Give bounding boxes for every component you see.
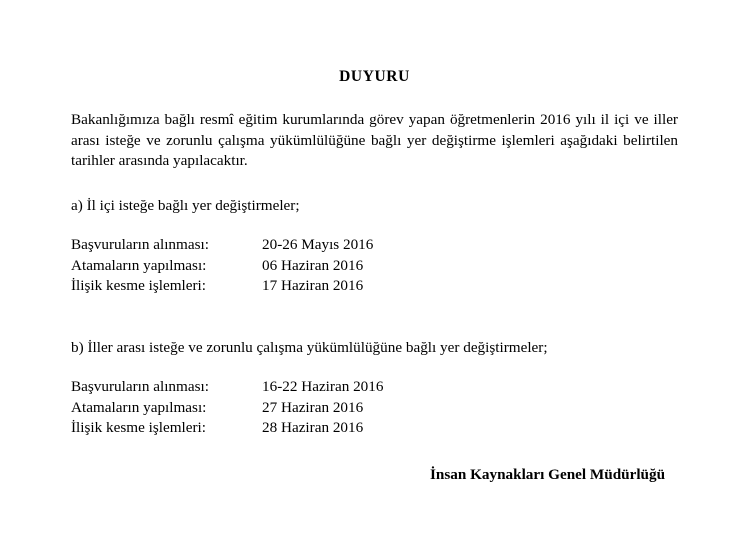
table-row xyxy=(71,377,472,398)
intro-paragraph: Bakanlığımıza bağlı resmî eğitim kurumlarında görev yapan öğretmenlerin 2016 yılı il içi ve iller arası isteğe ve zorunlu çalışma yükümlülüğüne bağlı yer değiştirme işlemleri aşağıdaki belirtilen tarihler arasında yapılacaktır. xyxy=(71,111,678,169)
row-label: Başvuruların alınması: xyxy=(71,236,209,253)
row-value: 16-22 Haziran 2016 xyxy=(262,378,384,395)
section-b-date-table xyxy=(71,377,472,439)
row-label: İlişik kesme işlemleri: xyxy=(71,277,206,294)
document-content xyxy=(71,0,678,485)
section-a-date-table xyxy=(71,235,472,297)
row-value: 27 Haziran 2016 xyxy=(262,398,364,416)
signature-block: İnsan Kaynakları Genel Müdürlüğü xyxy=(430,465,666,483)
table-row xyxy=(71,418,472,439)
row-value: 20-26 Mayıs 2016 xyxy=(262,236,374,253)
document-title: DUYURU xyxy=(339,68,410,85)
table-row xyxy=(71,276,472,297)
row-label: Başvuruların alınması: xyxy=(71,378,209,395)
section-a-heading: a) İl içi isteğe bağlı yer değiştirmeler; xyxy=(71,196,300,214)
row-value: 28 Haziran 2016 xyxy=(262,419,364,436)
row-value: 06 Haziran 2016 xyxy=(262,256,364,274)
row-label: Atamaların yapılması: xyxy=(71,256,207,274)
row-label: İlişik kesme işlemleri: xyxy=(71,419,206,436)
table-row xyxy=(71,235,472,256)
row-value: 17 Haziran 2016 xyxy=(262,277,364,294)
table-row xyxy=(71,256,472,277)
row-label: Atamaların yapılması: xyxy=(71,398,207,416)
section-b-heading: b) İller arası isteğe ve zorunlu çalışma yükümlülüğüne bağlı yer değiştirmeler; xyxy=(71,338,548,356)
table-row xyxy=(71,398,472,419)
